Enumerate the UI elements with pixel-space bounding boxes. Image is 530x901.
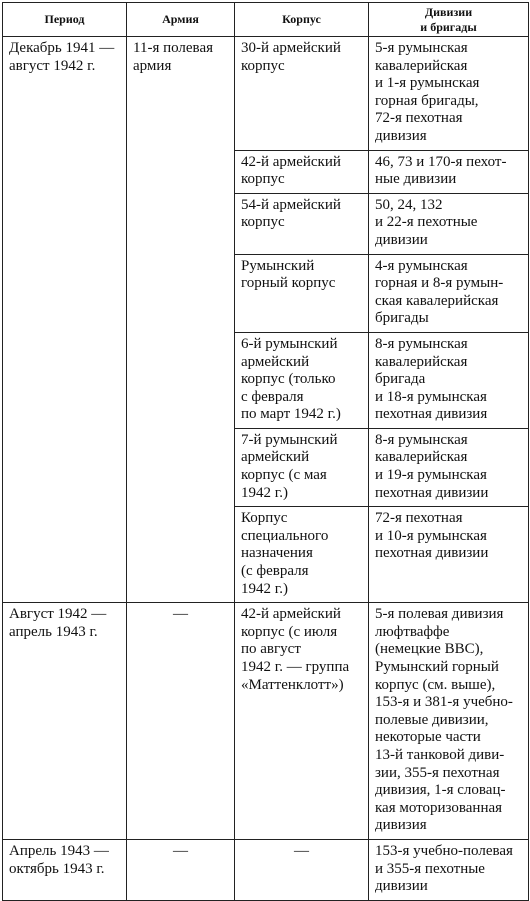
divisions-cell: 46, 73 и 170-я пехот- ные дивизии <box>369 150 529 193</box>
army-cell: 11-я полевая армия <box>127 37 235 603</box>
header-row <box>3 3 529 37</box>
divisions-cell: 153-я учебно-полевая и 355-я пехотные дивизии <box>369 839 529 900</box>
period-cell: Август 1942 — апрель 1943 г. <box>3 603 127 840</box>
header-corps: Корпус <box>235 3 369 37</box>
army-cell: — <box>127 839 235 900</box>
divisions-cell: 8-я румынская кавалерийская и 19-я румынская пехотная дивизии <box>369 428 529 506</box>
header-period: Период <box>3 3 127 37</box>
table-row <box>3 839 529 900</box>
corps-cell: Корпус специального назначения (с февраля 1942 г.) <box>235 507 369 603</box>
divisions-cell: 72-я пехотная и 10-я румынская пехотная дивизии <box>369 507 529 603</box>
corps-cell: Румынский горный корпус <box>235 254 369 332</box>
header-army: Армия <box>127 3 235 37</box>
period-cell: Декабрь 1941 — август 1942 г. <box>3 37 127 603</box>
header-divisions <box>369 3 529 37</box>
corps-cell: 42-й армейский корпус (с июля по август 1942 г. — группа «Маттенклотт») <box>235 603 369 840</box>
formations-table <box>2 2 529 901</box>
corps-cell: 42-й армейский корпус <box>235 150 369 193</box>
table-row <box>3 37 529 151</box>
divisions-cell: 8-я румынская кавалерийская бригада и 18-я румынская пехотная дивизия <box>369 332 529 428</box>
divisions-cell: 4-я румынская горная и 8-я румын- ская кавалерийская бригады <box>369 254 529 332</box>
army-cell: — <box>127 603 235 840</box>
corps-cell: — <box>235 839 369 900</box>
corps-cell: 7-й румынский армейский корпус (с мая 1942 г.) <box>235 428 369 506</box>
header-divisions-line2: и бригады <box>420 19 477 34</box>
corps-cell: 30-й армейский корпус <box>235 37 369 151</box>
divisions-cell: 5-я полевая дивизия люфтваффе (немецкие ВВС), Румынский горный корпус (см. выше), 153-я и 381-я учебно- полевые дивизии, некоторые части 13-й танковой диви- зии, 355-я пехотная дивизия, 1-я словац- кая моторизованная дивизия <box>369 603 529 840</box>
corps-cell: 6-й румынский армейский корпус (только с февраля по март 1942 г.) <box>235 332 369 428</box>
divisions-cell: 50, 24, 132 и 22-я пехотные дивизии <box>369 193 529 254</box>
table-row <box>3 603 529 840</box>
corps-cell: 54-й армейский корпус <box>235 193 369 254</box>
period-cell: Апрель 1943 — октябрь 1943 г. <box>3 839 127 900</box>
header-divisions-line1: Дивизии <box>424 4 473 19</box>
divisions-cell: 5-я румынская кавалерийская и 1-я румынская горная бригады, 72-я пехотная дивизия <box>369 37 529 151</box>
